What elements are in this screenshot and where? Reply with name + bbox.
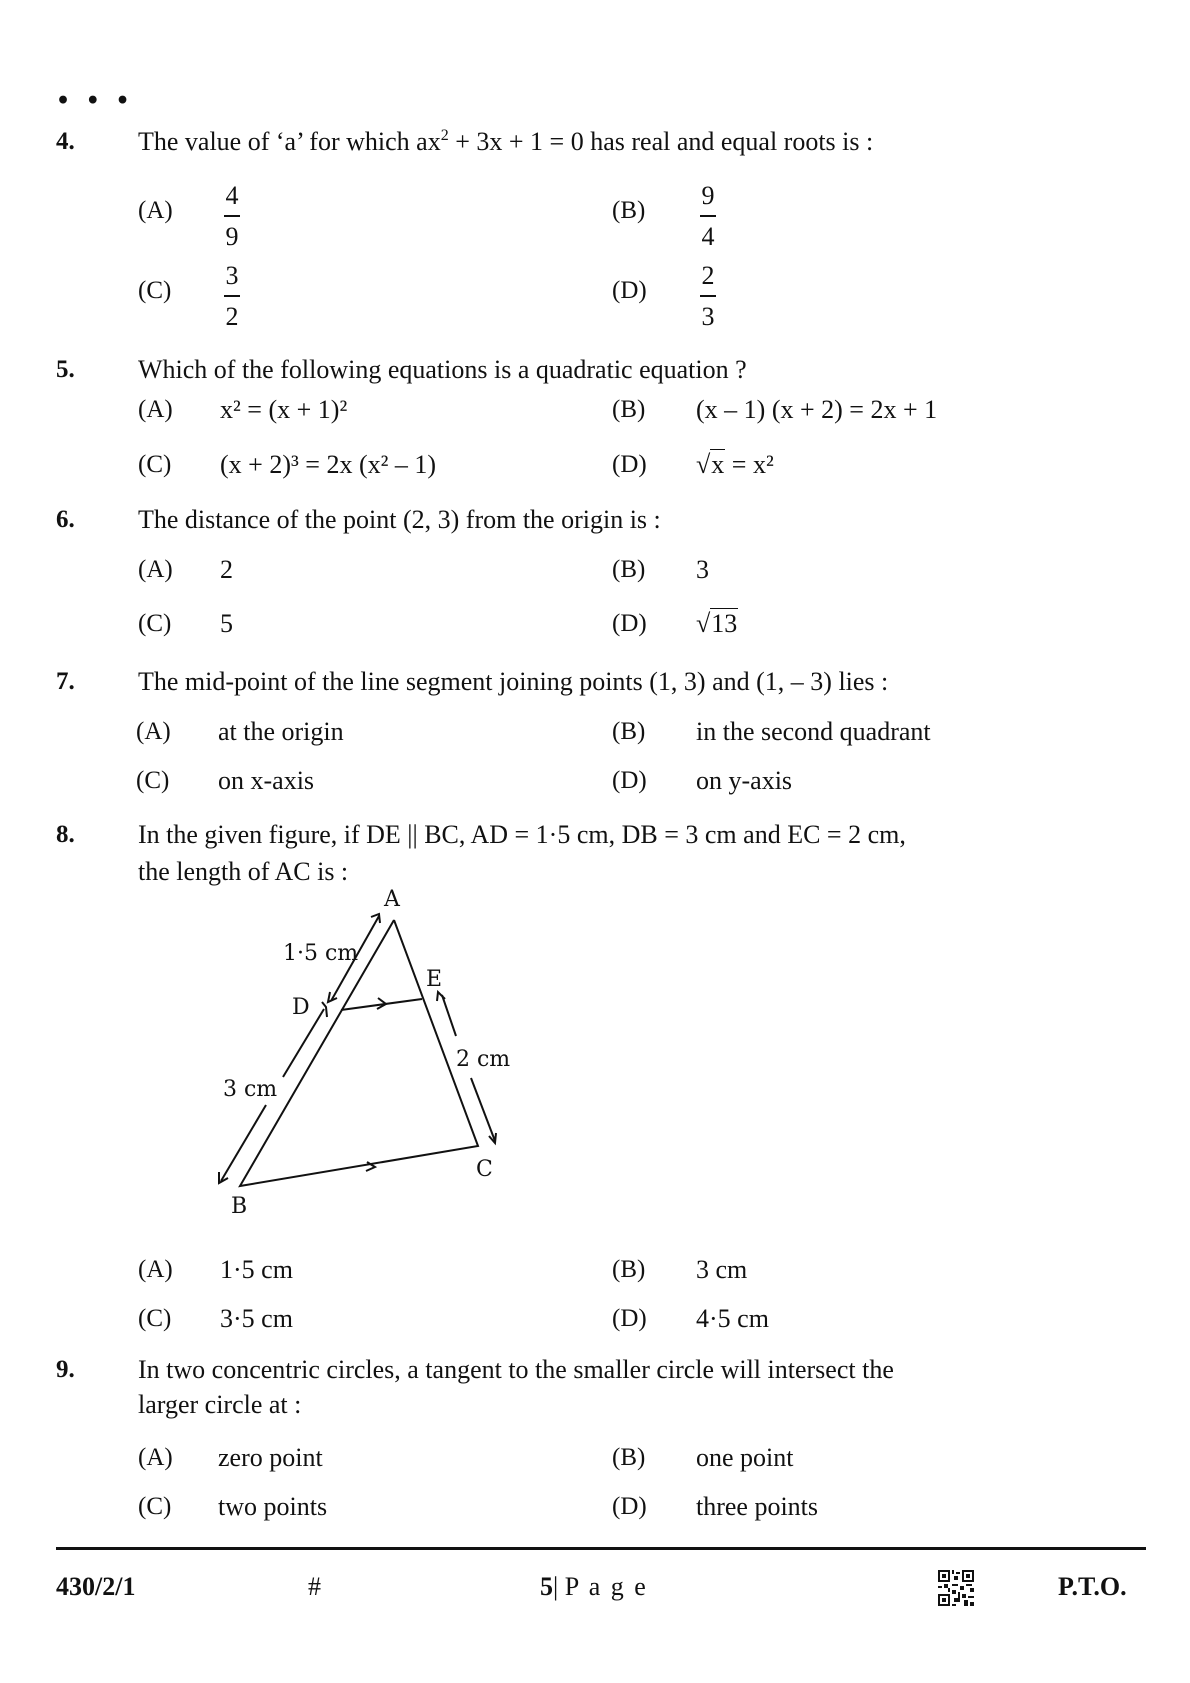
- numerator: 2: [701, 261, 715, 290]
- continuation-marker: • • •: [56, 88, 134, 114]
- question-text-line-1: In the given figure, if DE || BC, AD = 1·5 cm, DB = 3 cm and EC = 2 cm,: [138, 820, 906, 849]
- fraction-bar: [224, 215, 240, 217]
- question-text-part: The value of ‘a’ for which ax: [138, 127, 441, 156]
- option-label: (B): [612, 718, 646, 745]
- denominator: 9: [225, 221, 239, 251]
- option-value: at the origin: [218, 717, 344, 746]
- radicand: x: [711, 450, 725, 479]
- question-text-line-2: larger circle at :: [138, 1390, 302, 1419]
- option-label: (D): [612, 610, 647, 637]
- dimension-db-bottom: [221, 1105, 266, 1181]
- length-label-ad: 1·5 cm: [283, 941, 359, 966]
- denominator: 2: [225, 301, 239, 331]
- option-fraction: [224, 182, 240, 250]
- option-label: (C): [138, 277, 172, 304]
- question-number: 5.: [56, 356, 75, 383]
- vertex-label-c: C: [476, 1157, 493, 1182]
- denominator: 4: [701, 221, 715, 251]
- option-label: (C): [138, 1305, 172, 1332]
- option-label: (A): [138, 1256, 173, 1283]
- option-label: (A): [136, 718, 171, 745]
- option-value: 5: [220, 609, 233, 638]
- question-text-part: + 3x + 1 = 0 has real and equal roots is :: [448, 127, 874, 156]
- vertex-label-a: A: [384, 887, 400, 912]
- option-label: (D): [612, 277, 647, 304]
- page-number: 5: [540, 1572, 553, 1601]
- superscript: 2: [440, 127, 449, 144]
- length-label-ec: 2 cm: [456, 1047, 511, 1072]
- option-label: (A): [138, 396, 173, 423]
- option-label: (A): [138, 1444, 173, 1471]
- option-label: (C): [136, 767, 170, 794]
- footer-divider: [56, 1547, 1146, 1550]
- option-value: 2: [220, 555, 233, 584]
- hash-mark: #: [308, 1572, 321, 1601]
- length-label-db: 3 cm: [223, 1077, 278, 1102]
- option-value: [696, 609, 738, 639]
- option-value: (x + 2)³ = 2x (x² – 1): [220, 450, 437, 479]
- option-fraction: [224, 262, 240, 330]
- vertex-label-d: D: [292, 995, 310, 1020]
- dimension-ec-top: [442, 995, 456, 1036]
- option-label: (A): [138, 197, 173, 224]
- option-label: (C): [138, 610, 172, 637]
- numerator: 4: [225, 181, 239, 210]
- option-fraction: [700, 182, 716, 250]
- question-text: [138, 127, 873, 157]
- page-separator: |: [553, 1572, 559, 1601]
- fraction-bar: [224, 295, 240, 297]
- option-value: 3 cm: [696, 1255, 748, 1284]
- option-value: 4·5 cm: [696, 1304, 769, 1333]
- vertex-label-b: B: [231, 1194, 248, 1219]
- option-fraction: [700, 262, 716, 330]
- equation-rest: = x²: [725, 450, 774, 479]
- option-value: three points: [696, 1492, 819, 1521]
- option-label: (B): [612, 396, 646, 423]
- option-value: 3·5 cm: [220, 1304, 293, 1333]
- option-value: zero point: [218, 1443, 323, 1472]
- square-root: √13: [696, 609, 738, 638]
- option-label: (C): [138, 1493, 172, 1520]
- dimension-ec-bottom: [471, 1078, 495, 1141]
- fraction-bar: [700, 295, 716, 297]
- page-indicator: [540, 1572, 648, 1602]
- option-label: (B): [612, 1444, 646, 1471]
- option-value: one point: [696, 1443, 794, 1472]
- question-text-line-2: the length of AC is :: [138, 857, 349, 886]
- triangle-abc: [240, 920, 478, 1186]
- question-text: Which of the following equations is a quadratic equation ?: [138, 355, 747, 384]
- paper-code: 430/2/1: [56, 1572, 136, 1601]
- option-value: 3: [696, 555, 709, 584]
- please-turn-over: P.T.O.: [1058, 1572, 1127, 1601]
- radicand: 13: [711, 609, 738, 638]
- question-number: 9.: [56, 1356, 75, 1383]
- option-value: 1·5 cm: [220, 1255, 293, 1284]
- denominator: 3: [701, 301, 715, 331]
- triangle-figure: [190, 880, 530, 1220]
- option-label: (D): [612, 767, 647, 794]
- qr-code-icon: [936, 1568, 976, 1608]
- square-root: √x: [696, 450, 725, 479]
- question-text: The distance of the point (2, 3) from the origin is :: [138, 505, 661, 534]
- option-value: in the second quadrant: [696, 717, 931, 746]
- fraction-bar: [700, 215, 716, 217]
- option-label: (A): [138, 556, 173, 583]
- option-value: [696, 450, 774, 480]
- question-number: 6.: [56, 506, 75, 533]
- question-number: 4.: [56, 128, 75, 155]
- question-text-line-1: In two concentric circles, a tangent to the smaller circle will intersect the: [138, 1355, 894, 1384]
- question-number: 7.: [56, 668, 75, 695]
- question-text: The mid-point of the line segment joining points (1, 3) and (1, – 3) lies :: [138, 667, 889, 696]
- question-number: 8.: [56, 821, 75, 848]
- page-word: P a g e: [564, 1572, 648, 1601]
- option-value: (x – 1) (x + 2) = 2x + 1: [696, 395, 938, 424]
- option-label: (B): [612, 1256, 646, 1283]
- numerator: 9: [701, 181, 715, 210]
- vertex-label-e: E: [426, 967, 443, 992]
- option-label: (B): [612, 197, 646, 224]
- option-label: (D): [612, 1493, 647, 1520]
- option-label: (D): [612, 451, 647, 478]
- numerator: 3: [225, 261, 239, 290]
- option-value: two points: [218, 1492, 328, 1521]
- option-value: on x-axis: [218, 766, 315, 795]
- option-label: (D): [612, 1305, 647, 1332]
- option-value: on y-axis: [696, 766, 793, 795]
- option-value: x² = (x + 1)²: [220, 395, 348, 424]
- option-label: (C): [138, 451, 172, 478]
- option-label: (B): [612, 556, 646, 583]
